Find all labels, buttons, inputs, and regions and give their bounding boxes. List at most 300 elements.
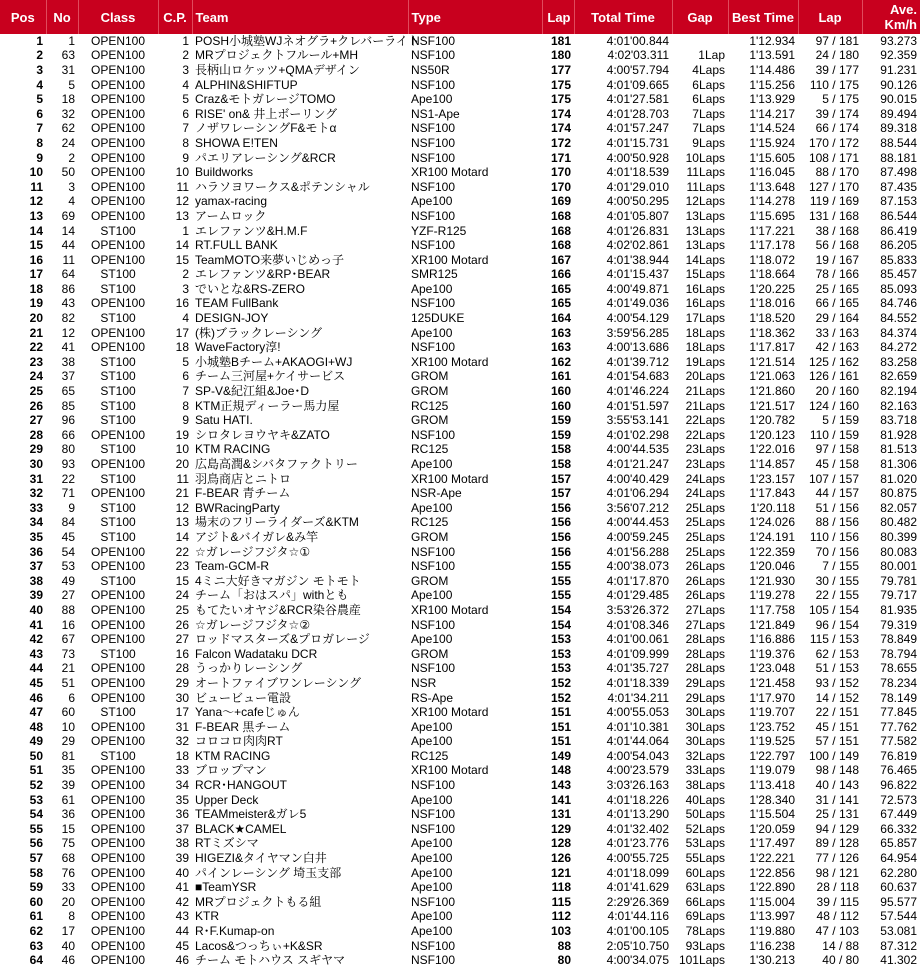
class-cell: OPEN100 [90,938,146,953]
cp-cell: 2 [182,48,189,63]
best-lap-cell: 97 / 158 [815,442,859,457]
no-cell: 67 [61,632,75,647]
best-lap-cell: 119 / 169 [809,194,859,209]
gap-cell: 14Laps [685,252,725,267]
gap-cell: 30Laps [685,734,725,749]
pos-cell: 41 [29,617,43,632]
table-row [0,282,920,297]
cp-cell: 37 [175,821,189,836]
table-row [0,92,920,107]
team-cell: ビュービュー電設 [195,690,292,705]
total-time-cell: 4:01'29.485 [606,588,669,603]
best-time-cell: 1'15.504 [749,807,795,822]
type-cell: NSF100 [411,821,456,836]
team-cell: Upper Deck [195,792,259,807]
pos-cell: 27 [29,413,43,428]
ave-speed-cell: 86.544 [880,208,917,223]
no-cell: 21 [61,661,75,676]
type-cell: NSF100 [411,150,456,165]
lap-cell: 159 [550,413,571,428]
header-ave-kmh[interactable]: Ave. Km/h [862,0,920,34]
cp-cell: 42 [175,894,189,909]
ave-speed-cell: 90.126 [880,77,917,92]
lap-cell: 174 [550,121,571,136]
cp-cell: 40 [175,865,189,880]
pos-cell: 21 [29,325,43,340]
cp-cell: 5 [182,92,189,107]
table-row [0,647,920,662]
team-cell: エレファンツ&H.M.F [195,223,308,238]
ave-speed-cell: 86.205 [880,238,917,253]
gap-cell [672,34,728,49]
cp-cell: 26 [175,617,189,632]
no-cell: 1 [68,33,75,48]
gap-cell: 50Laps [685,807,725,822]
no-cell: 18 [61,92,75,107]
cp-cell: 1 [182,33,189,48]
best-lap-cell: 31 / 141 [815,792,859,807]
gap-cell: 16Laps [685,296,725,311]
best-time-cell: 1'18.362 [749,325,795,340]
type-cell: Ape100 [411,792,453,807]
best-lap-cell: 105 / 154 [808,602,859,617]
gap-cell: 101Laps [678,953,725,968]
type-cell: Ape100 [411,851,453,866]
lap-cell: 167 [550,252,571,267]
type-cell: Ape100 [411,719,453,734]
best-lap-cell: 62 / 153 [815,646,859,661]
total-time-cell: 4:01'38.944 [606,252,669,267]
cp-cell: 30 [175,690,189,705]
type-cell: GROM [411,384,449,399]
no-cell: 68 [61,851,75,866]
total-time-cell: 4:01'29.010 [606,179,669,194]
team-cell: チーム「おはスパ」withとも [195,588,349,603]
no-cell: 11 [62,252,75,267]
ave-speed-cell: 72.573 [880,792,917,807]
no-cell: 15 [61,821,75,836]
best-time-cell: 1'22.359 [749,544,795,559]
team-cell: Craz&モトガレージTOMO [195,92,336,107]
gap-cell: 21Laps [685,398,725,413]
table-row [0,253,920,268]
class-cell: OPEN100 [90,62,146,77]
type-cell: Ape100 [411,909,453,924]
total-time-cell: 4:01'15.437 [606,267,669,282]
total-time-cell: 3:03'26.163 [606,778,669,793]
gap-cell: 11Laps [686,165,725,180]
lap-cell: 156 [550,515,571,530]
type-cell: RC125 [411,398,449,413]
lap-cell: 152 [550,675,571,690]
pos-cell: 19 [29,296,43,311]
class-cell: OPEN100 [90,340,146,355]
best-time-cell: 1'17.843 [749,486,795,501]
team-cell: ■TeamYSR [195,880,257,895]
cp-cell: 1 [182,223,189,238]
cp-cell: 18 [175,340,189,355]
cp-cell: 9 [182,150,189,165]
team-cell: R･F.Kumap-on [195,924,275,939]
ave-speed-cell: 82.659 [880,369,917,384]
header-class[interactable]: Class [78,0,158,34]
table-row [0,574,920,589]
type-cell: Ape100 [411,457,453,472]
ave-speed-cell: 87.312 [880,938,917,953]
best-lap-cell: 66 / 165 [815,296,859,311]
type-cell: NSF100 [411,953,456,968]
cp-cell: 19 [175,427,189,442]
team-cell: KTM正規ディーラー馬力屋 [195,398,340,413]
no-cell: 3 [68,179,75,194]
lap-cell: 143 [550,778,571,793]
best-lap-cell: 19 / 167 [815,252,859,267]
best-lap-cell: 125 / 162 [808,354,859,369]
total-time-cell: 3:56'07.212 [606,500,669,515]
total-time-cell: 4:01'02.298 [606,427,669,442]
no-cell: 71 [61,486,75,501]
best-time-cell: 1'15.695 [749,208,795,223]
no-cell: 12 [61,325,75,340]
gap-cell: 9Laps [692,135,725,150]
lap-cell: 165 [550,281,571,296]
class-cell: OPEN100 [90,33,146,48]
ave-speed-cell: 76.465 [880,763,917,778]
cp-cell: 32 [175,734,189,749]
type-cell: Ape100 [411,325,453,340]
table-row [0,355,920,370]
ave-speed-cell: 89.318 [880,121,917,136]
class-cell: OPEN100 [90,121,146,136]
class-cell: OPEN100 [90,165,146,180]
gap-cell: 26Laps [685,559,725,574]
header-best-time[interactable]: Best Time [728,0,798,34]
class-cell: ST100 [100,369,136,384]
table-row [0,78,920,93]
class-cell: OPEN100 [90,675,146,690]
table-row [0,326,920,341]
header-team[interactable]: Team [192,0,408,34]
team-cell: (株)ブラックレーシング [195,325,322,340]
table-row [0,720,920,735]
best-time-cell: 1'14.217 [749,106,795,121]
table-row [0,457,920,472]
best-lap-cell: 94 / 129 [815,821,859,836]
header-total-time[interactable]: Total Time [574,0,672,34]
table-row [0,822,920,837]
pos-cell: 22 [29,340,43,355]
header-type[interactable]: Type [408,0,542,34]
total-time-cell: 4:00'34.075 [606,953,669,968]
lap-cell: 157 [550,486,571,501]
best-lap-cell: 66 / 174 [815,121,859,136]
no-cell: 61 [61,792,75,807]
best-lap-cell: 14 / 152 [815,690,859,705]
best-time-cell: 1'21.930 [749,573,795,588]
no-cell: 73 [61,646,75,661]
table-row [0,764,920,779]
team-cell: Yana〜+cafeじゅん [195,705,300,720]
type-cell: NSF100 [411,938,456,953]
lap-cell: 154 [550,602,571,617]
cp-cell: 16 [175,646,189,661]
pos-cell: 31 [29,471,43,486]
table-row [0,705,920,720]
total-time-cell: 4:00'54.043 [606,748,669,763]
class-cell: OPEN100 [90,909,146,924]
pos-cell: 62 [29,924,43,939]
header-gap[interactable]: Gap [672,0,728,34]
type-cell: NSF100 [411,238,456,253]
class-cell: OPEN100 [90,894,146,909]
best-time-cell: 1'20.123 [749,427,795,442]
header-pos[interactable]: Pos [0,0,46,34]
no-cell: 82 [61,311,75,326]
type-cell: Ape100 [411,588,453,603]
total-time-cell: 4:01'41.629 [606,880,669,895]
cp-cell: 7 [182,121,189,136]
no-cell: 39 [61,778,75,793]
best-time-cell: 1'23.752 [749,719,795,734]
gap-cell: 28Laps [685,632,725,647]
lap-cell: 170 [550,179,571,194]
class-cell: ST100 [100,442,136,457]
ave-speed-cell: 84.746 [880,296,917,311]
pos-cell: 29 [29,442,43,457]
table-row [0,180,920,195]
total-time-cell: 4:01'18.226 [606,792,669,807]
total-time-cell: 4:00'54.129 [606,311,669,326]
team-cell: HIGEZI&タイヤマン白井 [195,851,327,866]
pos-cell: 53 [29,792,43,807]
team-cell: 広島高潤&シバタファクトリー [195,457,358,472]
cp-cell: 2 [182,267,189,282]
total-time-cell: 4:01'13.290 [606,807,669,822]
lap-cell: 112 [551,909,571,924]
cp-cell: 41 [175,880,189,895]
gap-cell: 13Laps [685,238,725,253]
pos-cell: 51 [29,763,43,778]
type-cell: NSF100 [411,427,456,442]
table-row [0,895,920,910]
type-cell: NSF100 [411,894,456,909]
team-cell: KTM RACING [195,748,271,763]
lap-cell: 170 [550,165,571,180]
class-cell: OPEN100 [90,77,146,92]
team-cell: コロコロ肉肉RT [195,734,283,749]
team-cell: RTミズシマ [195,836,259,851]
total-time-cell: 4:01'23.776 [606,836,669,851]
header-lap[interactable]: Lap [542,0,574,34]
pos-cell: 54 [29,807,43,822]
best-lap-cell: 127 / 170 [808,179,859,194]
best-time-cell: 1'14.486 [749,62,795,77]
gap-cell: 20Laps [685,369,725,384]
header-cp[interactable]: C.P. [158,0,192,34]
team-cell: KTR [195,909,219,924]
table-row [0,136,920,151]
team-cell: 4ミニ大好きマガジン モトモト [195,573,361,588]
lap-cell: 161 [550,369,571,384]
total-time-cell: 4:01'06.294 [606,486,669,501]
team-cell: 羽鳥商店とニトロ [195,471,292,486]
table-row [0,516,920,531]
type-cell: Ape100 [411,836,453,851]
total-time-cell: 4:01'17.870 [606,573,669,588]
best-time-cell: 1'22.016 [749,442,795,457]
team-cell: TEAMmeister&ガレ5 [195,807,307,822]
pos-cell: 47 [29,705,43,720]
lap-cell: 118 [551,880,571,895]
best-lap-cell: 78 / 166 [815,267,859,282]
type-cell: NSF100 [411,296,456,311]
best-lap-cell: 170 / 172 [808,135,859,150]
ave-speed-cell: 78.149 [880,690,917,705]
gap-cell: 78Laps [685,924,725,939]
best-lap-cell: 131 / 168 [808,208,859,223]
team-cell: TEAM FullBank [195,296,279,311]
table-row [0,384,920,399]
lap-cell: 88 [557,938,571,953]
type-cell: NSF100 [411,544,456,559]
header-best-lap[interactable]: Lap [798,0,862,34]
gap-cell: 22Laps [685,427,725,442]
cp-cell: 13 [175,208,189,223]
no-cell: 81 [61,748,75,763]
pos-cell: 9 [36,150,43,165]
gap-cell: 52Laps [685,821,725,836]
class-cell: OPEN100 [90,836,146,851]
pos-cell: 48 [29,719,43,734]
best-lap-cell: 40 / 80 [822,953,859,968]
class-cell: ST100 [100,705,136,720]
type-cell: XR100 Motard [411,165,489,180]
best-lap-cell: 96 / 154 [815,617,859,632]
best-time-cell: 1'15.605 [749,150,795,165]
team-cell: 長柄山ロケッツ+QMAデザイン [195,62,360,77]
lap-cell: 151 [550,719,571,734]
table-row [0,472,920,487]
table-row [0,268,920,283]
gap-cell: 69Laps [685,909,725,924]
ave-speed-cell: 66.332 [880,821,917,836]
best-lap-cell: 14 / 88 [822,938,859,953]
no-cell: 50 [61,165,75,180]
cp-cell: 4 [182,311,189,326]
pos-cell: 14 [29,223,43,238]
class-cell: OPEN100 [90,851,146,866]
cp-cell: 29 [175,675,189,690]
best-lap-cell: 28 / 118 [816,880,859,895]
no-cell: 66 [61,427,75,442]
total-time-cell: 4:01'00.105 [606,924,669,939]
table-row [0,676,920,691]
lap-cell: 162 [550,354,571,369]
lap-cell: 165 [550,296,571,311]
ave-speed-cell: 82.163 [880,398,917,413]
class-cell: OPEN100 [90,807,146,822]
no-cell: 37 [61,369,75,384]
no-cell: 32 [61,106,75,121]
cp-cell: 18 [175,748,189,763]
gap-cell: 16Laps [685,281,725,296]
pos-cell: 32 [29,486,43,501]
type-cell: NSF100 [411,33,456,48]
no-cell: 93 [61,457,75,472]
best-time-cell: 1'21.849 [749,617,795,632]
team-cell: Lacos&つっちぃ+K&SR [195,938,323,953]
total-time-cell: 4:00'59.245 [606,529,669,544]
best-lap-cell: 45 / 158 [815,457,859,472]
best-lap-cell: 39 / 174 [815,106,859,121]
lap-cell: 171 [550,150,571,165]
pos-cell: 15 [29,238,43,253]
gap-cell: 63Laps [685,880,725,895]
team-cell: アームロック [195,208,267,223]
team-cell: MRプロジェクトフルール+MH [195,48,359,63]
best-time-cell: 1'19.278 [749,588,795,603]
best-time-cell: 1'22.890 [749,880,795,895]
type-cell: NSR-Ape [411,486,462,501]
best-lap-cell: 5 / 159 [822,413,859,428]
class-cell: OPEN100 [90,208,146,223]
class-cell: OPEN100 [90,588,146,603]
header-no[interactable]: No [46,0,78,34]
ave-speed-cell: 78.794 [880,646,917,661]
total-time-cell: 4:01'26.831 [606,223,669,238]
best-time-cell: 1'22.797 [749,748,795,763]
no-cell: 63 [61,48,75,63]
gap-cell: 13Laps [685,223,725,238]
best-time-cell: 1'16.886 [749,632,795,647]
pos-cell: 10 [29,165,43,180]
cp-cell: 20 [175,457,189,472]
ave-speed-cell: 60.637 [880,880,917,895]
pos-cell: 34 [29,515,43,530]
best-lap-cell: 29 / 164 [815,311,859,326]
best-time-cell: 1'17.178 [749,238,795,253]
team-cell: RISE' on& 井上ボーリング [195,106,338,121]
type-cell: XR100 Motard [411,471,489,486]
pos-cell: 1 [36,33,43,48]
gap-cell: 60Laps [685,865,725,880]
gap-cell: 6Laps [692,92,725,107]
team-cell: Buildworks [195,165,254,180]
lap-cell: 159 [550,427,571,442]
class-cell: ST100 [100,267,136,282]
pos-cell: 25 [29,384,43,399]
best-time-cell: 1'23.048 [749,661,795,676]
cp-cell: 31 [175,719,189,734]
pos-cell: 40 [29,602,43,617]
no-cell: 40 [61,938,75,953]
lap-cell: 128 [550,836,571,851]
total-time-cell: 4:01'00.061 [606,632,669,647]
class-cell: ST100 [100,529,136,544]
pos-cell: 57 [29,851,43,866]
type-cell: NSF100 [411,340,456,355]
pos-cell: 50 [29,748,43,763]
total-time-cell: 4:01'57.247 [606,121,669,136]
table-row [0,778,920,793]
best-time-cell: 1'13.418 [749,778,795,793]
best-lap-cell: 126 / 161 [808,369,859,384]
no-cell: 31 [61,62,75,77]
no-cell: 45 [61,529,75,544]
lap-cell: 168 [550,208,571,223]
gap-cell: 40Laps [685,792,725,807]
best-lap-cell: 47 / 103 [815,924,859,939]
